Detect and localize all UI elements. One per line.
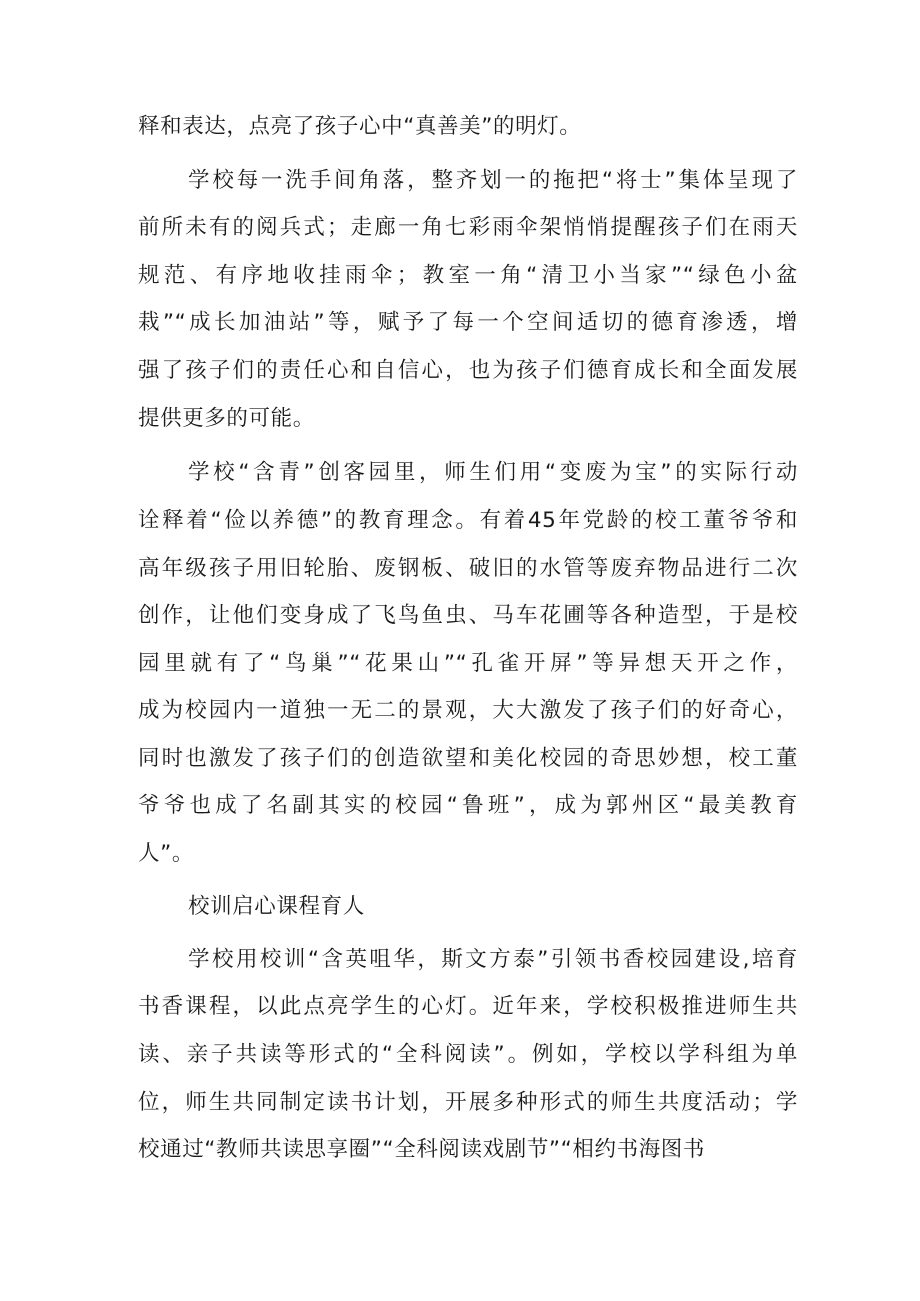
paragraph-line: 学校每一洗手间角落，整齐划一的拖把“将士”集体呈现了	[188, 168, 798, 193]
paragraph-line: 校通过“教师共读思享圈”“全科阅读戏剧节”“相约书海图书	[138, 1137, 705, 1162]
paragraph-line: 高年级孩子用旧轮胎、废钢板、破旧的水管等废弃物品进行二次	[138, 556, 798, 581]
paragraph-line: 创作，让他们变身成了飞鸟鱼虫、马车花圃等各种造型，于是校	[138, 603, 798, 628]
paragraph-line: 园里就有了“鸟巢”“花果山”“孔雀开屏”等异想天开之作，	[138, 651, 798, 676]
paragraph-line: 人”。	[138, 841, 194, 866]
paragraph-line: 诠释着“俭以养德”的教育理念。有着45年党龄的校工董爷爷和	[138, 508, 798, 533]
paragraph-line: 学校“含青”创客园里，师生们用“变废为宝”的实际行动	[188, 460, 798, 485]
paragraph-line: 书香课程，以此点亮学生的心灯。近年来，学校积极推进师生共	[138, 994, 798, 1019]
paragraph-line: 读、亲子共读等形式的“全科阅读”。例如，学校以学科组为单	[138, 1042, 798, 1067]
section-heading: 校训启心课程育人	[188, 894, 365, 919]
paragraph-line: 释和表达，点亮了孩子心中“真善美”的明灯。	[138, 114, 582, 139]
paragraph-line: 成为校园内一道独一无二的景观，大大激发了孩子们的好奇心，	[138, 698, 798, 723]
paragraph-line: 前所未有的阅兵式；走廊一角七彩雨伞架悄悄提醒孩子们在雨天	[138, 215, 798, 240]
paragraph-line: 规范、有序地收挂雨伞；教室一角“清卫小当家”“绿色小盆	[138, 263, 798, 288]
paragraph-line: 栽”“成长加油站”等，赋予了每一个空间适切的德育渗透，增	[138, 310, 798, 335]
paragraph-line: 位，师生共同制定读书计划，开展多种形式的师生共度活动；学	[138, 1090, 798, 1115]
paragraph-line: 同时也激发了孩子们的创造欲望和美化校园的奇思妙想，校工董	[138, 746, 798, 771]
paragraph-line: 爷爷也成了名副其实的校园“鲁班”，成为郭州区“最美教育	[138, 793, 798, 818]
paragraph-line: 强了孩子们的责任心和自信心，也为孩子们德育成长和全面发展	[138, 358, 798, 383]
paragraph-line: 提供更多的可能。	[138, 406, 315, 431]
paragraph-line: 学校用校训“含英咀华，斯文方泰”引领书香校园建设,培育	[188, 947, 798, 972]
